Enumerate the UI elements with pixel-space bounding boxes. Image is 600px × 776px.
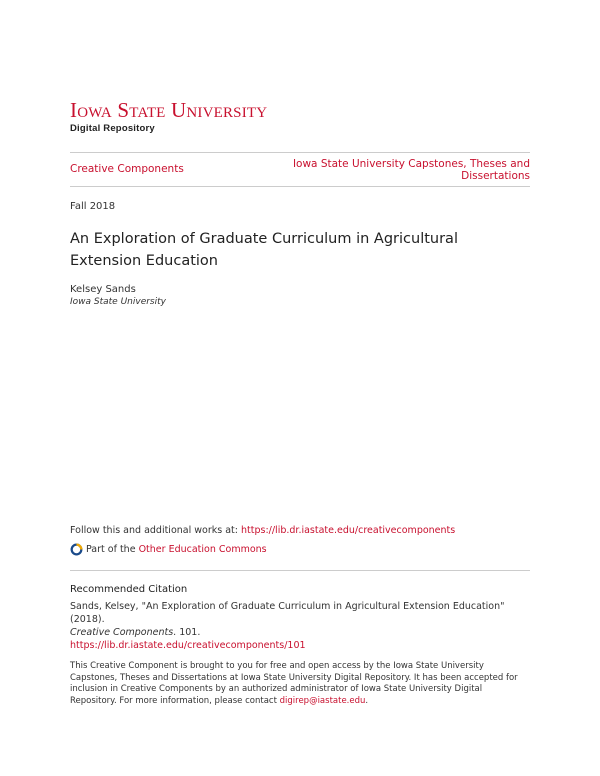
author-name: Kelsey Sands (70, 284, 136, 295)
citation-body (70, 600, 530, 652)
footer-notice (70, 661, 530, 707)
follow-label: Follow this and additional works at: (70, 525, 241, 536)
university-name: Iowa State University (70, 98, 268, 122)
open-access-icon (70, 543, 83, 556)
document-title: An Exploration of Graduate Curriculum in Agricultural Extension Education (70, 231, 458, 269)
capstones-theses-link[interactable]: Iowa State University Capstones, Theses and Dissertations (292, 158, 530, 182)
citation-heading: Recommended Citation (70, 584, 188, 595)
follow-line (70, 525, 455, 536)
contact-email-link[interactable]: digirep@iastate.edu (279, 695, 366, 706)
commons-line (70, 543, 267, 556)
divider-top (70, 152, 530, 153)
university-logo[interactable] (70, 100, 267, 134)
footer-text: This Creative Component is brought to you for free and open access by the Iowa State University Capstones, Theses and Dissertations at Iowa State University Digital Repository. It has been accepted for inclusion in Creative Components by an authorized administrator of Iowa State University Digital Repository. For more information, please contact (70, 661, 518, 706)
footer-end: . (365, 695, 369, 706)
collection-url-link[interactable]: https://lib.dr.iastate.edu/creativecomponents (241, 525, 456, 536)
divider-breadcrumb (70, 186, 530, 187)
creative-components-link[interactable]: Creative Components (70, 163, 184, 175)
citation-series: Creative Components (70, 627, 174, 638)
commons-prefix: Part of the (86, 544, 136, 555)
other-education-commons-link[interactable]: Other Education Commons (138, 544, 267, 555)
citation-text: Sands, Kelsey, "An Exploration of Graduate Curriculum in Agricultural Extension Education" (2018). (70, 601, 505, 625)
citation-url-link[interactable]: https://lib.dr.iastate.edu/creativecomponents/101 (70, 640, 306, 651)
citation-number: . 101. (173, 627, 201, 638)
repository-name: Digital Repository (70, 123, 155, 134)
publication-date: Fall 2018 (70, 201, 116, 212)
author-affiliation: Iowa State University (70, 297, 166, 307)
divider-citation (70, 570, 530, 571)
